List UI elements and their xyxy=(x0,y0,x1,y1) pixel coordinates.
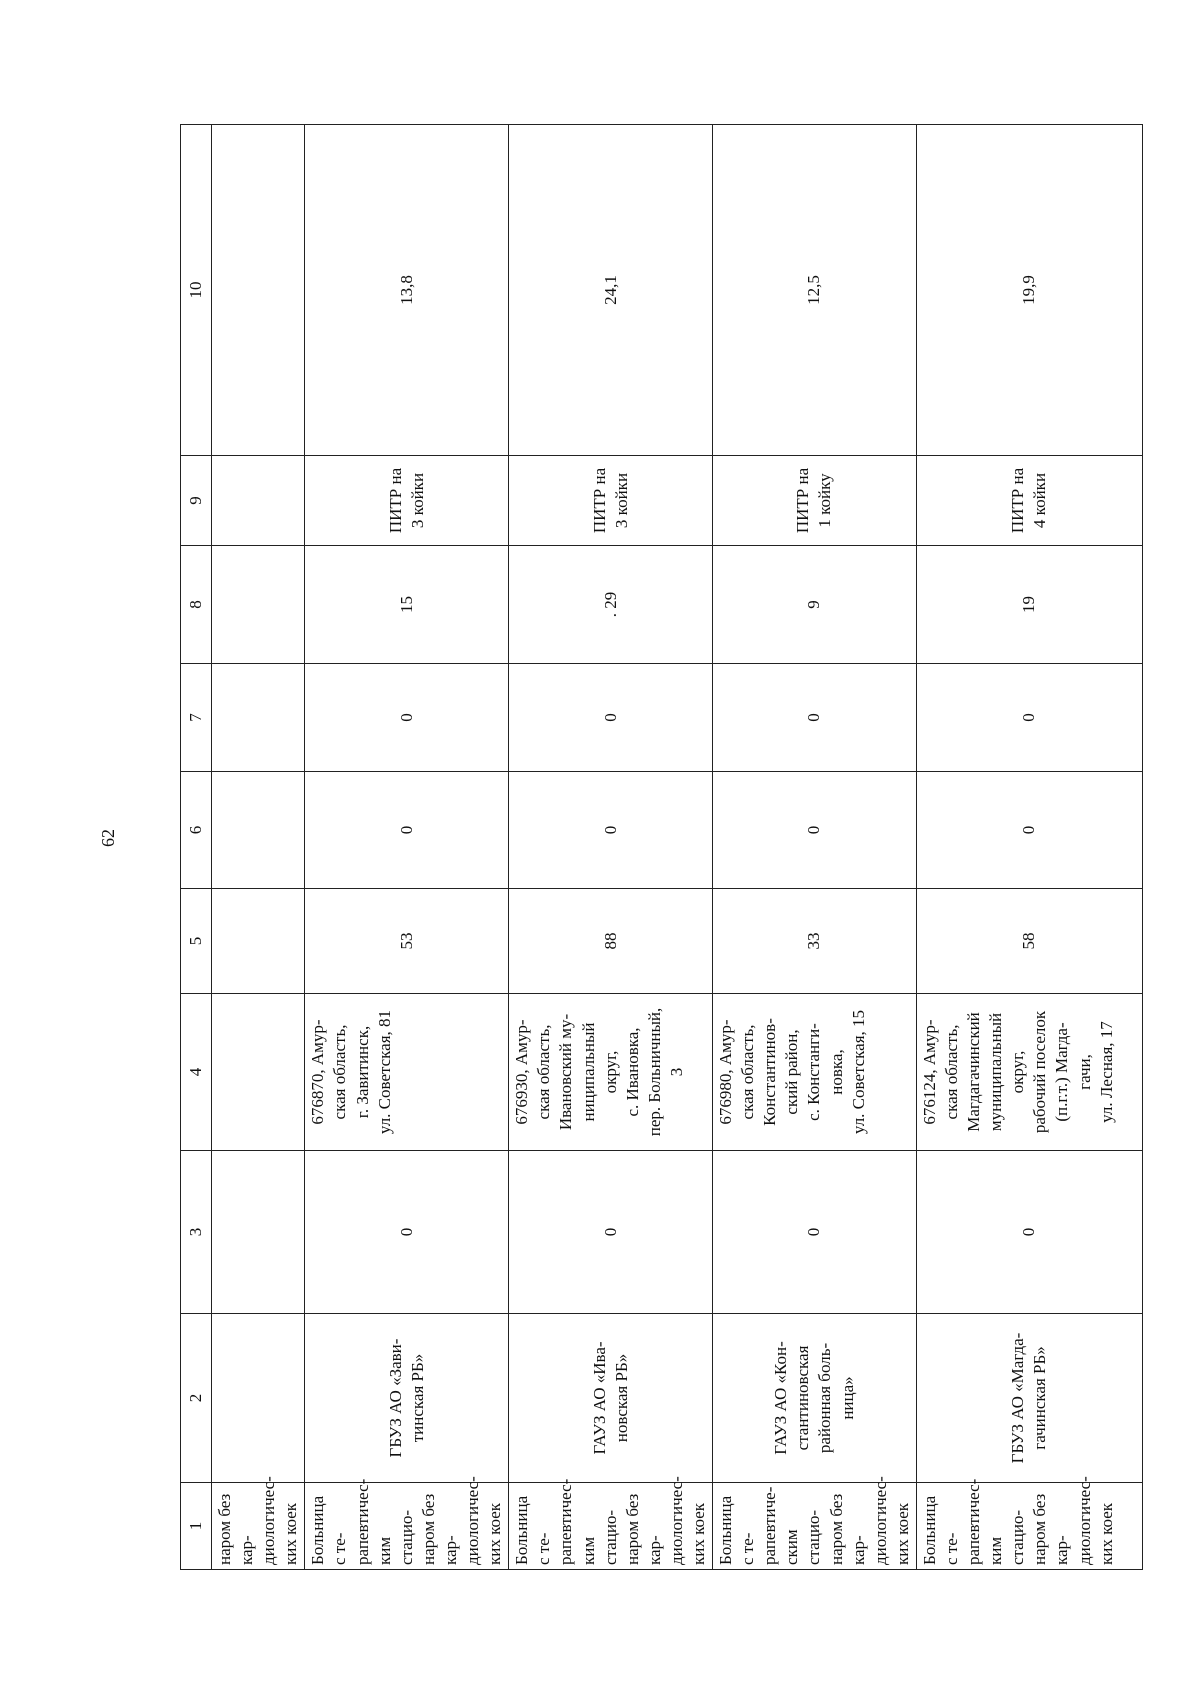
column-header: 7 xyxy=(181,664,212,772)
value-cell: 12,5 xyxy=(713,125,917,456)
header-row xyxy=(181,125,212,1570)
hospital-type-cell: наром без кар- диологичес- ких коек xyxy=(212,1483,305,1570)
value-cell: ПИТР на 4 койки xyxy=(916,456,1142,546)
value-cell: 0 xyxy=(916,1151,1142,1314)
institution-cell: ГАУЗ АО «Ива- новская РБ» xyxy=(509,1314,713,1483)
value-cell: 19,9 xyxy=(916,125,1142,456)
empty-cell xyxy=(212,664,305,772)
empty-cell xyxy=(212,994,305,1151)
column-header: 10 xyxy=(181,125,212,456)
value-cell: ПИТР на 3 койки xyxy=(305,456,509,546)
table-row xyxy=(713,125,917,1570)
column-header: 4 xyxy=(181,994,212,1151)
empty-cell xyxy=(212,889,305,994)
value-cell: 13,8 xyxy=(305,125,509,456)
value-cell: 58 xyxy=(916,889,1142,994)
address-cell: 676870, Амур- ская область, г. Завитинск, ул. Советская, 81 xyxy=(305,994,509,1151)
value-cell: 15 xyxy=(305,546,509,664)
column-header: 6 xyxy=(181,772,212,889)
empty-cell xyxy=(212,546,305,664)
address-cell: 676980, Амур- ская область, Константинов- ский район, с. Констанги- новка, ул. Советская, 15 xyxy=(713,994,917,1151)
hospital-type-cell: Больница с те- рапевтичес- ким стацио- наром без кар- диологичес- ких коек xyxy=(305,1483,509,1570)
column-header: 3 xyxy=(181,1151,212,1314)
value-cell: 0 xyxy=(916,772,1142,889)
column-header: 1 xyxy=(181,1483,212,1570)
value-cell: 88 xyxy=(509,889,713,994)
value-cell: 0 xyxy=(916,664,1142,772)
hospital-type-cell: Больница с те- рапевтиче- ским стацио- наром без кар- диологичес- ких коек xyxy=(713,1483,917,1570)
value-cell: 53 xyxy=(305,889,509,994)
value-cell: ПИТР на 1 койку xyxy=(713,456,917,546)
value-cell: 0 xyxy=(305,664,509,772)
rotated-table-wrapper xyxy=(180,125,1116,1570)
column-header: 8 xyxy=(181,546,212,664)
address-cell: 676124, Амур- ская область, Магдагачинский муниципальный округ, рабочий поселок (п.г.т.) Магда- гачи, ул. Лесная, 17 xyxy=(916,994,1142,1151)
column-header: 9 xyxy=(181,456,212,546)
value-cell: 33 xyxy=(713,889,917,994)
hospital-type-cell: Больница с те- рапевтичес- ким стацио- наром без кар- диологичес- ких коек xyxy=(509,1483,713,1570)
empty-cell xyxy=(212,1314,305,1483)
empty-cell xyxy=(212,125,305,456)
value-cell: 9 xyxy=(713,546,917,664)
value-cell: 0 xyxy=(509,664,713,772)
value-cell: 0 xyxy=(509,1151,713,1314)
address-cell: 676930, Амур- ская область, Ивановский му- ниципальный округ, с. Ивановка, пер. Больничный, 3 xyxy=(509,994,713,1151)
hospital-type-cell: Больница с те- рапевтичес- ким стацио- наром без кар- диологичес- ких коек xyxy=(916,1483,1142,1570)
value-cell: 0 xyxy=(713,1151,917,1314)
value-cell: 0 xyxy=(305,772,509,889)
value-cell: 19 xyxy=(916,546,1142,664)
column-header: 5 xyxy=(181,889,212,994)
empty-cell xyxy=(212,772,305,889)
value-cell: 0 xyxy=(713,664,917,772)
institution-cell: ГАУЗ АО «Кон- стантиновская районная боль- ница» xyxy=(713,1314,917,1483)
value-cell: . 29 xyxy=(509,546,713,664)
value-cell: ПИТР на 3 койки xyxy=(509,456,713,546)
value-cell: 24,1 xyxy=(509,125,713,456)
table-row xyxy=(509,125,713,1570)
empty-cell xyxy=(212,1151,305,1314)
table-row xyxy=(916,125,1142,1570)
page-number: 62 xyxy=(98,829,118,847)
institution-cell: ГБУЗ АО «Зави- тинская РБ» xyxy=(305,1314,509,1483)
institution-cell: ГБУЗ АО «Магда- гачинская РБ» xyxy=(916,1314,1142,1483)
value-cell: 0 xyxy=(509,772,713,889)
value-cell: 0 xyxy=(713,772,917,889)
table-row xyxy=(305,125,509,1570)
continuation-row xyxy=(212,125,305,1570)
column-header: 2 xyxy=(181,1314,212,1483)
value-cell: 0 xyxy=(305,1151,509,1314)
bed-capacity-table xyxy=(180,124,1143,1570)
empty-cell xyxy=(212,456,305,546)
